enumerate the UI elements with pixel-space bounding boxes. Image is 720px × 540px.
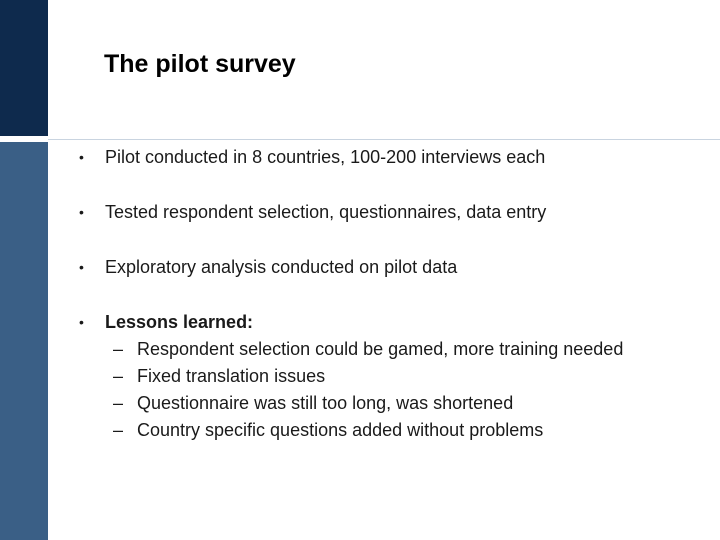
- lesson-text: Country specific questions added without problems: [137, 420, 544, 440]
- dash-marker: –: [113, 420, 124, 440]
- lessons-heading: Lessons learned:: [105, 312, 254, 332]
- dash-marker: –: [113, 366, 124, 386]
- lesson-text: Respondent selection could be gamed, more training needed: [137, 339, 624, 359]
- slide-title: The pilot survey: [104, 50, 296, 78]
- left-band-top: [0, 0, 48, 136]
- bullet-marker: •: [79, 259, 84, 275]
- bullet-text: Tested respondent selection, questionnaires, data entry: [105, 202, 547, 222]
- bullet-marker: •: [79, 204, 84, 220]
- dash-marker: –: [113, 339, 124, 359]
- bullet-marker: •: [79, 314, 84, 330]
- lesson-text: Fixed translation issues: [137, 366, 326, 386]
- lesson-text: Questionnaire was still too long, was shortened: [137, 393, 514, 413]
- bullet-text: Exploratory analysis conducted on pilot data: [105, 257, 458, 277]
- divider-rule: [48, 139, 720, 140]
- dash-marker: –: [113, 393, 124, 413]
- left-band-lower: [0, 142, 48, 540]
- bullet-text: Pilot conducted in 8 countries, 100-200 interviews each: [105, 147, 546, 167]
- bullet-marker: •: [79, 149, 84, 165]
